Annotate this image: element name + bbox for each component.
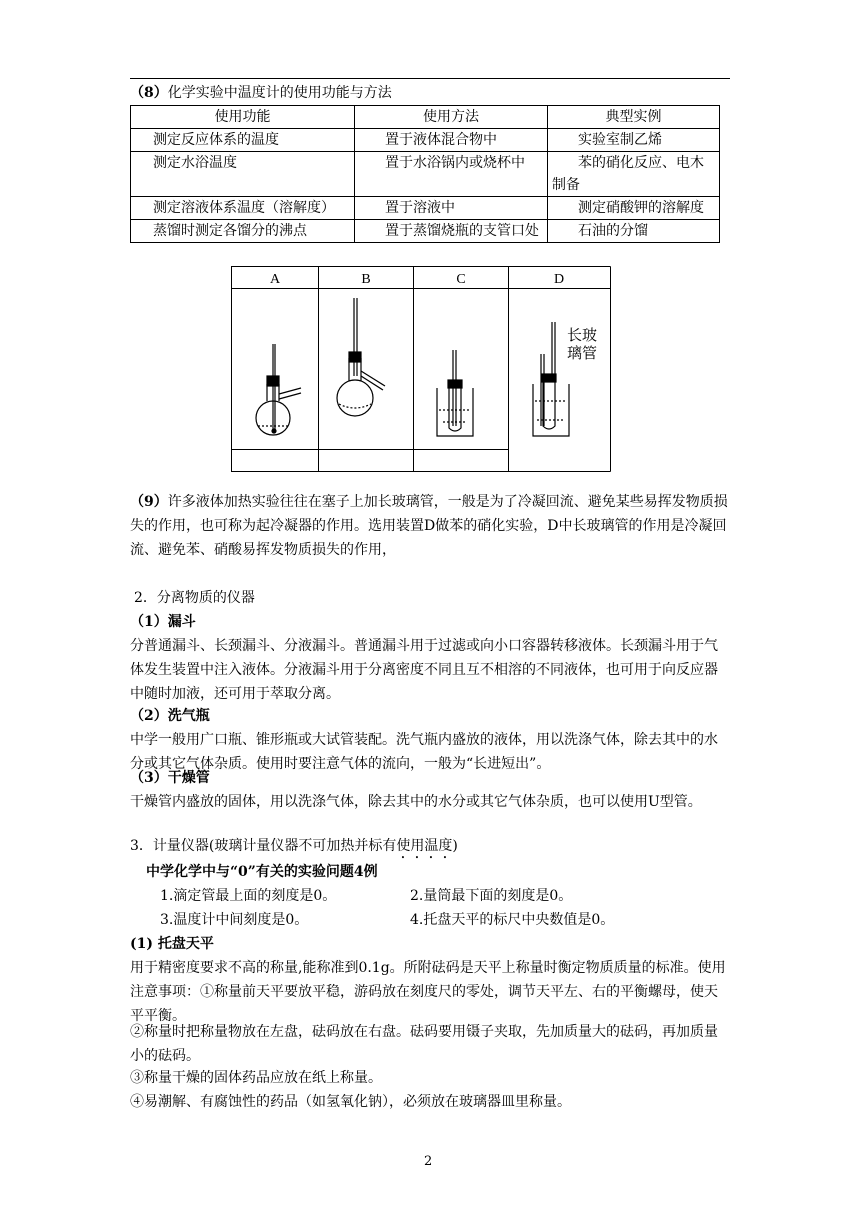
table-header-cell: 使用功能 [131, 106, 355, 129]
balance-paragraph-2: ②称量时把称量物放在左盘，砝码放在右盘。砝码要用镊子夹取，先加质量大的砝码，再加质量小的砝码。 [130, 1024, 718, 1064]
table-row [131, 220, 720, 243]
balance-paragraph-1: 用于精密度要求不高的称量,能称准到0.1g。所附砝码是天平上称量时衡定物质质量的标准。使用注意事项：①称量前天平要放平稳，游码放在刻度尺的零处，调节天平左、右的平衡螺母，使天平平衡。 [130, 960, 726, 1024]
table-cell: 石油的分馏 [548, 220, 720, 243]
zero-item-2: 2.量筒最下面的刻度是0。 [410, 888, 573, 904]
table-header-row [131, 106, 720, 129]
page-number: 2 [424, 1154, 433, 1169]
table-header-cell: 使用方法 [355, 106, 548, 129]
apparatus-label-d: D [553, 272, 565, 287]
table-cell: 实验室制乙烯 [548, 129, 720, 152]
table-cell: 置于液体混合物中 [355, 129, 548, 152]
apparatus-d-annotation-line2: 璃管 [567, 344, 598, 362]
table-row [131, 197, 720, 220]
header-rule [130, 78, 730, 79]
part-2-heading: 2．分离物质的仪器 [134, 590, 255, 606]
apparatus-b-drawing [337, 298, 385, 416]
section-9-paragraph: （9）许多液体加热实验往往在塞子上加长玻璃管，一般是为了冷凝回流、避免某些易挥发物质损失的作用，也可称为起冷凝器的作用。选用装置D做苯的硝化实验，D中长玻璃管的作用是冷凝回流、避免苯、硝酸易挥发物质损失的作用， [130, 494, 728, 558]
apparatus-figure [231, 266, 611, 472]
zero-item-3: 3.温度计中间刻度是0。 [160, 912, 309, 928]
apparatus-svg [231, 266, 611, 472]
table-header-cell: 典型实例 [548, 106, 720, 129]
apparatus-d-annotation-line1: 长玻 [567, 326, 598, 344]
zero-item-1: 1.滴定管最上面的刻度是0。 [160, 888, 337, 904]
section-8-heading: （8）化学实验中温度计的使用功能与方法 [130, 85, 392, 101]
wash-bottle-heading: （2）洗气瓶 [130, 708, 210, 724]
drying-tube-heading: （3）干燥管 [130, 770, 210, 786]
balance-paragraph-3: ③称量干燥的固体药品应放在纸上称量。 [130, 1070, 382, 1086]
wash-bottle-paragraph: 中学一般用广口瓶、锥形瓶或大试管装配。洗气瓶内盛放的液体，用以洗涤气体，除去其中的水分或其它气体杂质。使用时要注意气体的流向，一般为“长进短出”。 [130, 732, 718, 772]
zero-problems-heading: 中学化学中与“0”有关的实验问题4例 [146, 864, 378, 880]
table-cell: 置于水浴锅内或烧杯中 [355, 152, 548, 197]
balance-heading: (1) 托盘天平 [130, 936, 214, 952]
table-cell: 苯的硝化反应、电木制备 [548, 152, 720, 197]
table-cell: 测定反应体系的温度 [131, 129, 355, 152]
table-row [131, 129, 720, 152]
funnel-paragraph: 分普通漏斗、长颈漏斗、分液漏斗。普通漏斗用于过滤或向小口容器转移液体。长颈漏斗用于气体发生装置中注入液体。分液漏斗用于分离密度不同且互不相溶的不同液体，也可用于向反应器中随时加液，还可用于萃取分离。 [130, 638, 718, 702]
table-cell: 测定硝酸钾的溶解度 [548, 197, 720, 220]
part-3-heading: 3．计量仪器(玻璃计量仪器不可加热并标有使用温度) [130, 838, 458, 854]
drying-tube-paragraph: 干燥管内盛放的固体，用以洗涤气体，除去其中的水分或其它气体杂质，也可以使用U型管。 [130, 794, 702, 810]
table-cell: 测定溶液体系温度（溶解度） [131, 197, 355, 220]
apparatus-a-drawing [256, 344, 301, 435]
balance-paragraph-4: ④易潮解、有腐蚀性的药品（如氢氧化钠），必须放在玻璃器皿里称量。 [130, 1094, 571, 1110]
apparatus-label-c: C [456, 272, 466, 287]
table-cell: 置于溶液中 [355, 197, 548, 220]
funnel-heading: （1）漏斗 [130, 614, 196, 630]
apparatus-label-b: B [361, 272, 371, 287]
table-cell: 置于蒸馏烧瓶的支管口处 [355, 220, 548, 243]
thermometer-table [130, 105, 720, 243]
table-cell: 蒸馏时测定各馏分的沸点 [131, 220, 355, 243]
apparatus-c-drawing [437, 350, 473, 436]
zero-item-4: 4.托盘天平的标尺中央数值是0。 [410, 912, 615, 928]
apparatus-d-drawing [533, 322, 569, 436]
table-cell: 测定水浴温度 [131, 152, 355, 197]
apparatus-label-a: A [269, 272, 281, 287]
table-row [131, 152, 720, 197]
